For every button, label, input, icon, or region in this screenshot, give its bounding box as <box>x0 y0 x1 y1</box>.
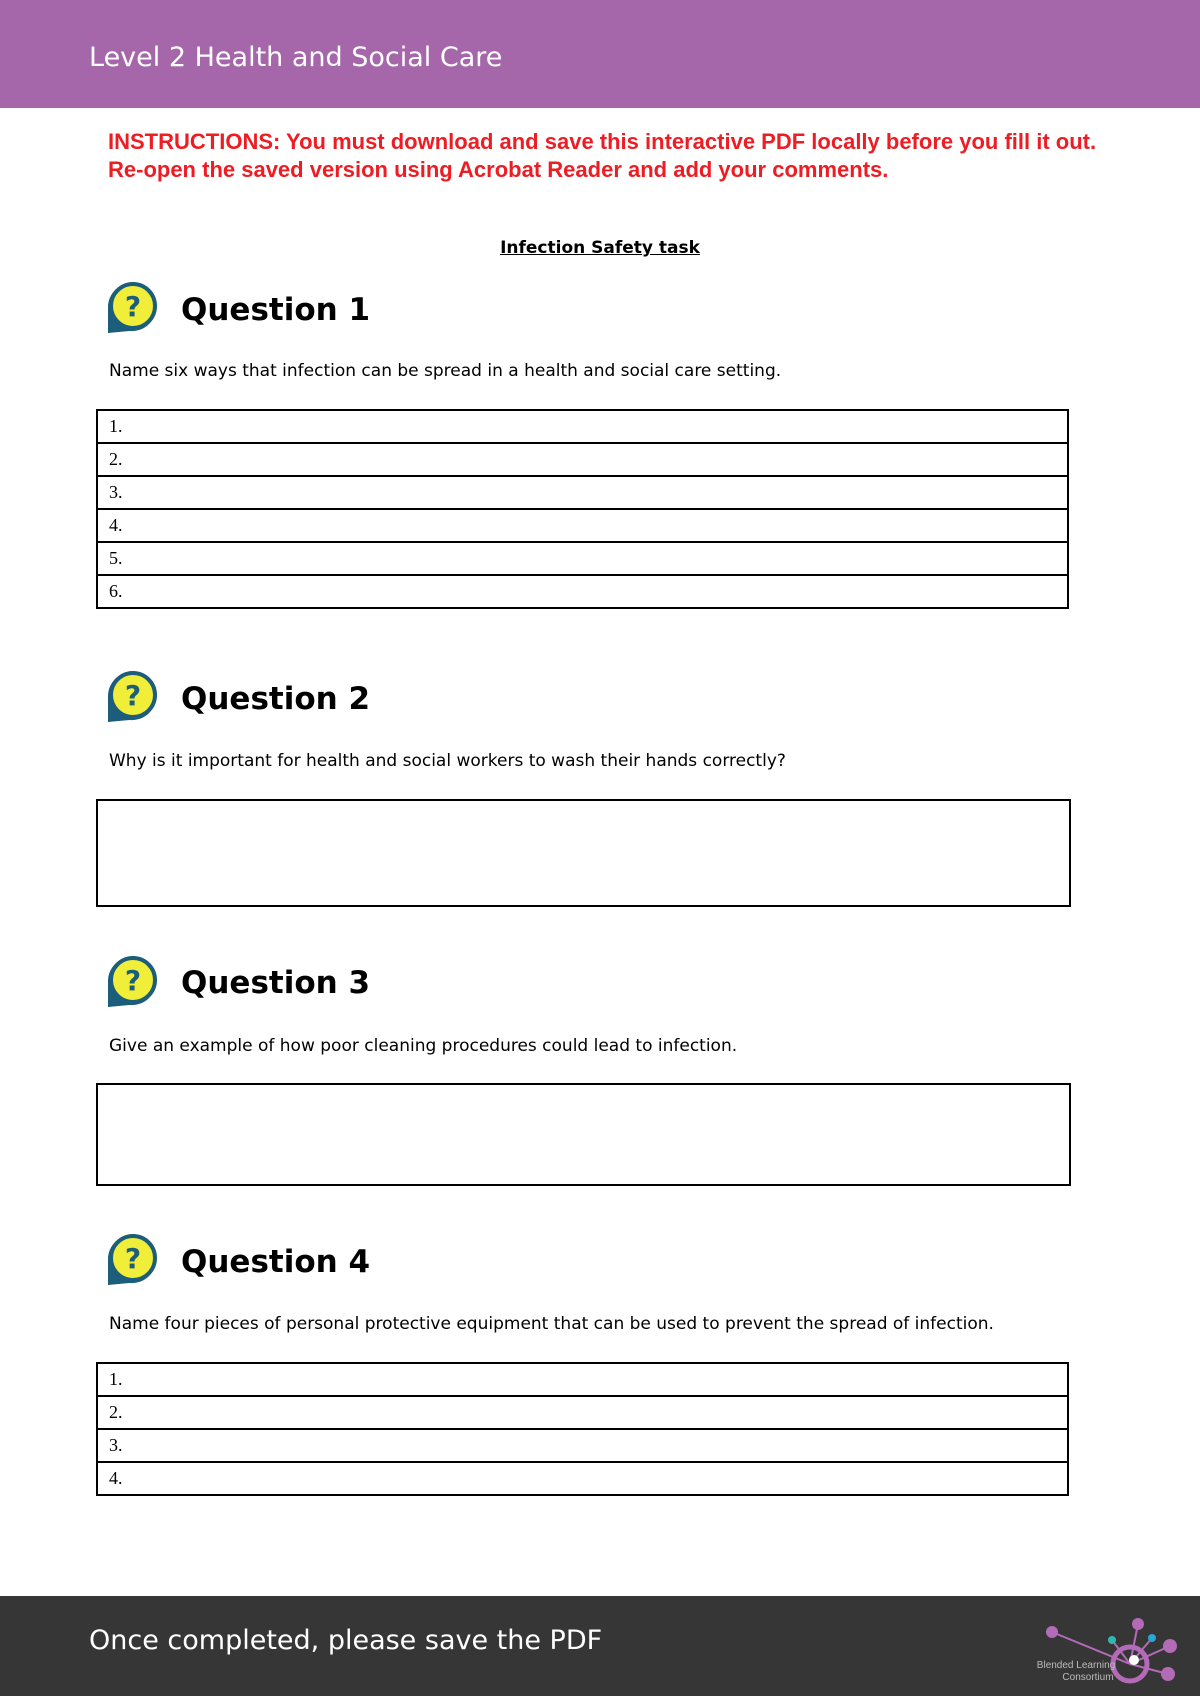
answer-row[interactable]: 3. <box>97 1429 1068 1462</box>
question-bubble-icon <box>104 281 160 337</box>
question-2-heading: Question 2 <box>181 681 371 717</box>
svg-text:?: ? <box>124 964 142 997</box>
answer-row[interactable]: 1. <box>97 1363 1068 1396</box>
answer-row[interactable]: 3. <box>97 476 1068 509</box>
question-1-heading: Question 1 <box>181 292 371 328</box>
footer-bar <box>0 1596 1200 1696</box>
question-2-answer-box[interactable] <box>96 799 1071 907</box>
answer-row[interactable]: 6. <box>97 575 1068 608</box>
logo-text-line2: Consortium <box>1062 1672 1114 1683</box>
answer-row[interactable]: 4. <box>97 509 1068 542</box>
blended-learning-logo <box>1010 1604 1190 1694</box>
answer-row[interactable]: 2. <box>97 443 1068 476</box>
answer-row[interactable]: 2. <box>97 1396 1068 1429</box>
answer-row[interactable]: 1. <box>97 410 1068 443</box>
footer-text: Once completed, please save the PDF <box>89 1625 603 1656</box>
question-3-prompt: Give an example of how poor cleaning procedures could lead to infection. <box>109 1036 738 1056</box>
header-title: Level 2 Health and Social Care <box>89 42 503 73</box>
question-3-answer-box[interactable] <box>96 1083 1071 1186</box>
question-1-prompt: Name six ways that infection can be spread in a health and social care setting. <box>109 361 782 381</box>
answer-row[interactable]: 5. <box>97 542 1068 575</box>
question-1-answer-table <box>96 409 1069 609</box>
answer-row[interactable]: 4. <box>97 1462 1068 1495</box>
question-4-prompt: Name four pieces of personal protective equipment that can be used to prevent the spread of infection. <box>109 1314 994 1334</box>
logo-text-line1: Blended Learning <box>1036 1660 1116 1671</box>
task-title: Infection Safety task <box>500 238 700 258</box>
svg-text:?: ? <box>124 679 142 712</box>
question-2-prompt: Why is it important for health and social workers to wash their hands correctly? <box>109 751 786 771</box>
question-bubble-icon <box>104 955 160 1011</box>
question-3-heading: Question 3 <box>181 965 371 1001</box>
instructions-text: INSTRUCTIONS: You must download and save this interactive PDF locally before you fill it out. Re-open the saved version using Acrobat Reader and add your comments. <box>108 129 1097 182</box>
question-bubble-icon <box>104 1233 160 1289</box>
question-4-heading: Question 4 <box>181 1244 371 1280</box>
question-4-answer-table <box>96 1362 1069 1496</box>
svg-text:?: ? <box>124 290 142 323</box>
header-bar <box>0 0 1200 108</box>
svg-text:?: ? <box>124 1242 142 1275</box>
question-bubble-icon <box>104 670 160 726</box>
